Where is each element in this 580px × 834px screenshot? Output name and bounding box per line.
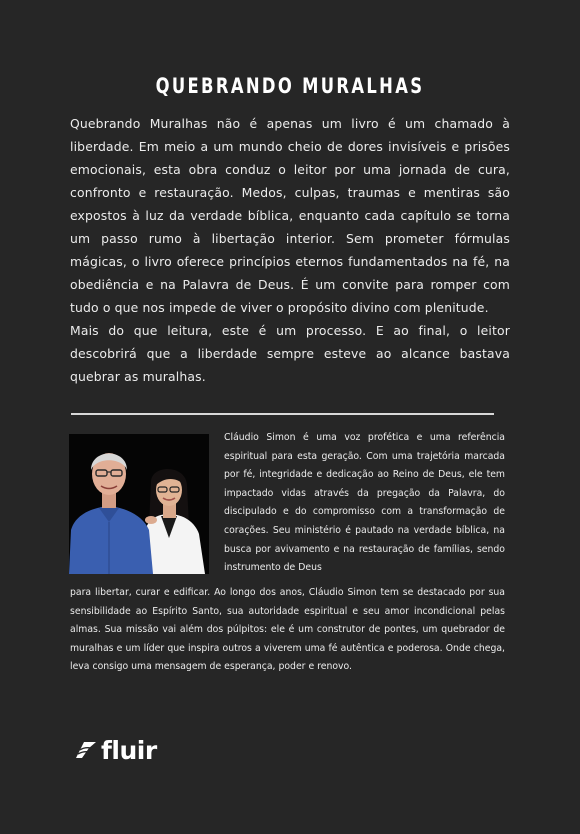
author-photo	[69, 434, 209, 574]
book-title: QUEBRANDO MURALHAS	[155, 74, 425, 98]
section-divider	[71, 413, 494, 415]
author-bio-continued	[70, 584, 505, 677]
synopsis-paragraph-1: Quebrando Muralhas não é apenas um livro é um chamado à liberdade. Em meio a um mundo cheio de dores invisíveis e prisões emocionais, esta obra conduz o leitor por uma jornada de cura, confronto e restauração. Medos, culpas, traumas e mentiras são expostos à luz da verdade bíblica, enquanto cada capítulo se torna um passo rumo à libertação interior. Sem prometer fórmulas mágicas, o livro oferece princípios eternos fundamentados na fé, na obediência e na Palavra de Deus. É um convite para romper com tudo o que nos impede de viver o propósito divino com plenitude.	[70, 116, 510, 315]
author-bio-beside-photo	[224, 429, 505, 578]
book-synopsis	[70, 112, 510, 388]
synopsis-paragraph-2: Mais do que leitura, este é um processo. E ao final, o leitor descobrirá que a liberdade sempre esteve ao alcance bastava quebrar as muralhas.	[70, 323, 510, 384]
author-photo-illustration	[69, 434, 209, 574]
publisher-logo	[74, 734, 157, 766]
fluir-wave-icon	[74, 738, 98, 762]
author-bio-part-1: Cláudio Simon é uma voz profética e uma referência espiritual para esta geração. Com uma trajetória marcada por fé, integridade e dedicação ao Reino de Deus, ele tem impactado vidas através da pregação da Palavra, do discipulado e do compromisso com a transformação de corações. Seu ministério é pautado na verdade bíblica, na busca por avivamento e na restauração de famílias, sendo instrumento de Deus	[224, 432, 505, 574]
author-bio-part-2: para libertar, curar e edificar. Ao longo dos anos, Cláudio Simon tem se destacado por sua sensibilidade ao Espírito Santo, sua autoridade espiritual e seu amor incondicional pelas almas. Sua missão vai além dos púlpitos: ele é um construtor de pontes, um quebrador de muralhas e um líder que inspira outros a viverem uma fé autêntica e poderosa. Onde chega, leva consigo uma mensagem de esperança, poder e renovo.	[70, 587, 505, 673]
publisher-logo-text: fluir	[101, 735, 157, 765]
